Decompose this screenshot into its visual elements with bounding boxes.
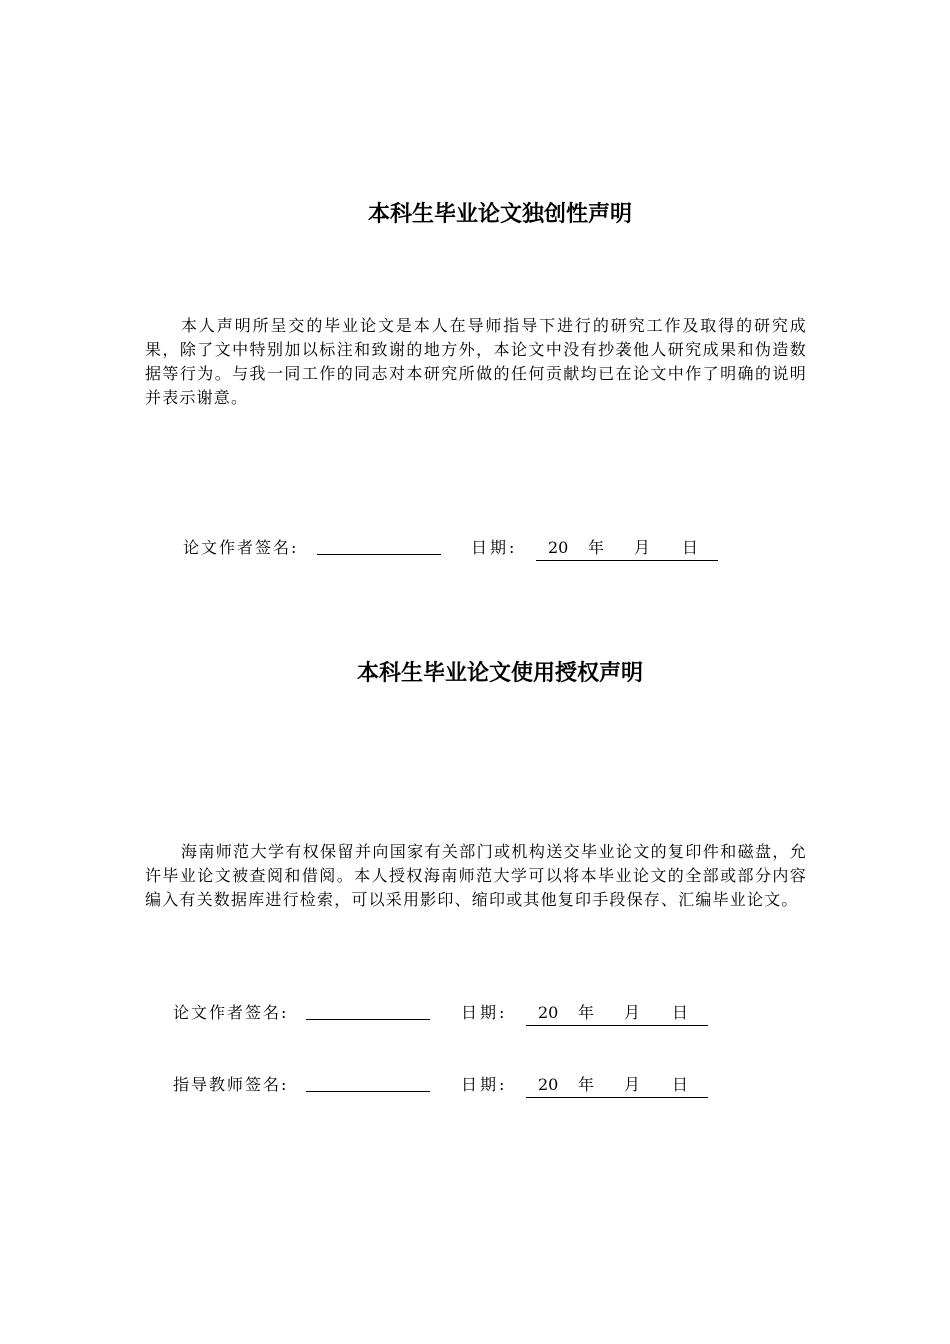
date-field[interactable] bbox=[536, 536, 718, 561]
declaration-body: 本人声明所呈交的毕业论文是本人在导师指导下进行的研究工作及取得的研究成果，除了文中特别加以标注和致谢的地方外，本论文中没有抄袭他人研究成果和伪造数据等行为。与我一同工作的同志对本研究所做的任何贡献均已在论文中作了明确的说明并表示谢意。 bbox=[145, 316, 807, 407]
author-signature-label: 论文作者签名: bbox=[173, 1003, 289, 1022]
declaration-title: 本科生毕业论文独创性声明 bbox=[367, 202, 632, 227]
date-field[interactable] bbox=[526, 1073, 708, 1098]
date-month-unit: 月 bbox=[634, 538, 651, 557]
date-day-unit: 日 bbox=[672, 1003, 689, 1022]
date-day-unit: 日 bbox=[682, 538, 699, 557]
date-label: 日期: bbox=[461, 1003, 508, 1022]
authorization-body: 海南师范大学有权保留并向国家有关部门或机构送交毕业论文的复印件和磁盘，允许毕业论文被查阅和借阅。本人授权海南师范大学可以将本毕业论文的全部或部分内容编入有关数据库进行检索，可以采用影印、缩印或其他复印手段保存、汇编毕业论文。 bbox=[145, 842, 807, 909]
author-signature-field[interactable] bbox=[317, 554, 441, 555]
date-field[interactable] bbox=[526, 1001, 708, 1026]
date-year: 20 bbox=[538, 1075, 559, 1094]
authorization-title: 本科生毕业论文使用授权声明 bbox=[356, 661, 643, 686]
date-month-unit: 月 bbox=[624, 1075, 641, 1094]
date-year: 20 bbox=[548, 538, 569, 557]
advisor-signature-label: 指导教师签名: bbox=[173, 1075, 289, 1094]
author-signature-label: 论文作者签名: bbox=[183, 538, 299, 557]
date-year-unit: 年 bbox=[588, 538, 605, 557]
date-day-unit: 日 bbox=[672, 1075, 689, 1094]
date-year-unit: 年 bbox=[578, 1003, 595, 1022]
date-year: 20 bbox=[538, 1003, 559, 1022]
date-month-unit: 月 bbox=[624, 1003, 641, 1022]
advisor-signature-field[interactable] bbox=[306, 1091, 430, 1092]
date-year-unit: 年 bbox=[578, 1075, 595, 1094]
author-signature-field[interactable] bbox=[306, 1019, 430, 1020]
date-label: 日期: bbox=[471, 538, 518, 557]
date-label: 日期: bbox=[461, 1075, 508, 1094]
